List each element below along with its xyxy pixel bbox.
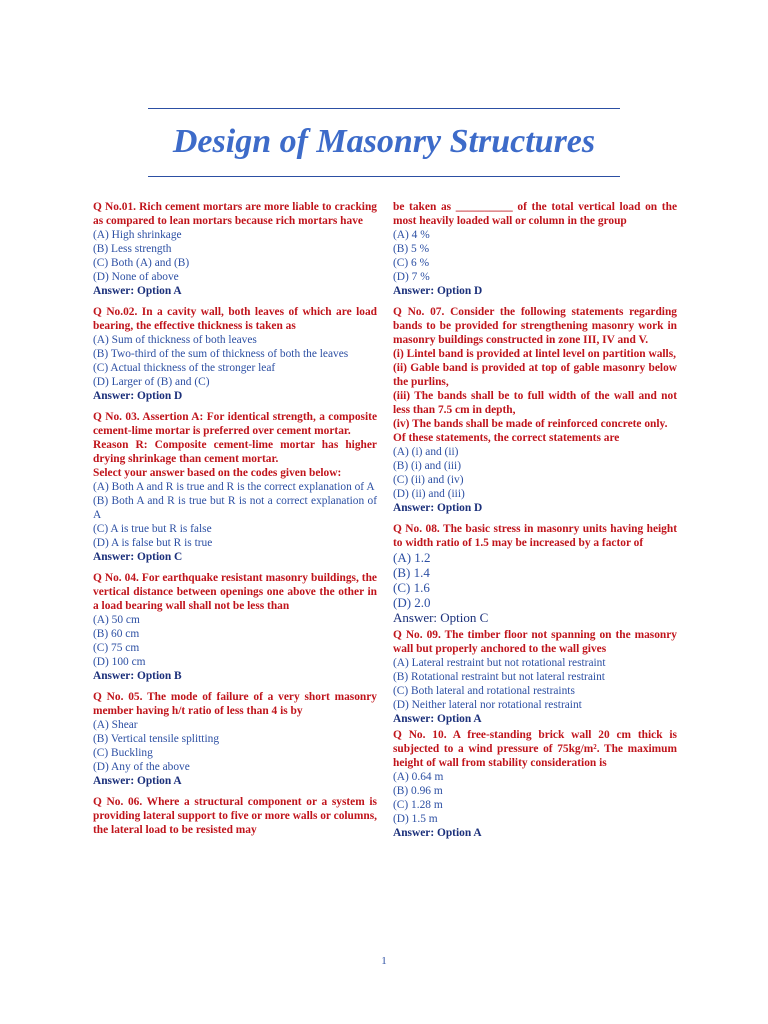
question-block (393, 305, 677, 515)
answer-option: (B) 5 % (393, 243, 430, 255)
answer-option: (A) Both A and R is true and R is the correct explanation of A (93, 481, 375, 493)
question-text: Q No. 09. The timber floor not spanning on the masonry wall but properly anchored to the wall gives (393, 629, 677, 655)
answer-option: (A) 0.64 m (393, 771, 444, 783)
page-title: Design of Masonry Structures (172, 123, 596, 160)
question-block (93, 571, 377, 683)
answer-option: (B) Rotational restraint but not lateral restraint (393, 671, 605, 683)
answer-option: (B) (i) and (iii) (393, 460, 462, 472)
answer-line: Answer: Option A (393, 827, 482, 839)
question-block (393, 522, 677, 626)
answer-option: (D) 2.0 (393, 595, 431, 610)
question-text: Q No.01. Rich cement mortars are more liable to cracking as compared to lean mortars because rich mortars have (93, 201, 377, 227)
answer-option: (B) Vertical tensile splitting (93, 733, 220, 745)
answer-option: (D) Any of the above (93, 761, 190, 773)
question-text: Q No. 08. The basic stress in masonry units having height to width ratio of 1.5 may be increased by a factor of (393, 523, 677, 549)
answer-option: (C) 1.6 (393, 580, 430, 595)
answer-option: (A) Sum of thickness of both leaves (93, 334, 257, 346)
answer-option: (D) A is false but R is true (93, 537, 213, 549)
title-rule-bottom (148, 176, 620, 177)
question-block (93, 690, 377, 788)
question-block (93, 200, 377, 298)
question-text: be taken as __________ of the total vertical load on the most heavily loaded wall or column in the group (393, 201, 677, 227)
answer-option: (D) None of above (93, 271, 179, 283)
answer-option: (D) 7 % (393, 271, 430, 283)
answer-option: (C) Both (A) and (B) (93, 257, 190, 269)
answer-option: (C) (ii) and (iv) (393, 474, 464, 486)
answer-line: Answer: Option D (393, 502, 483, 514)
answer-option: (C) 6 % (393, 257, 430, 269)
right-column (393, 200, 677, 847)
answer-line: Answer: Option A (93, 285, 182, 297)
answer-option: (B) 1.4 (393, 565, 430, 580)
question-block (393, 200, 677, 298)
answer-option: (C) Both lateral and rotational restraints (393, 685, 575, 697)
question-statement: Reason R: Composite cement-lime mortar has higher drying shrinkage than cement mortar. (93, 439, 377, 465)
answer-option: (A) (i) and (ii) (393, 446, 459, 458)
question-block (393, 728, 677, 840)
answer-line: Answer: Option B (93, 670, 182, 682)
answer-option: (B) Less strength (93, 243, 172, 255)
question-statement: (ii) Gable band is provided at top of gable masonry below the purlins, (393, 362, 677, 388)
question-text: Q No.02. In a cavity wall, both leaves of which are load bearing, the effective thickness is taken as (93, 306, 377, 332)
question-block (393, 628, 677, 726)
answer-line: Answer: Option A (93, 775, 182, 787)
question-text: Q No. 04. For earthquake resistant masonry buildings, the vertical distance between openings one above the other in a load bearing wall shall not be less than (93, 572, 377, 612)
answer-line: Answer: Option A (393, 713, 482, 725)
page-number: 1 (381, 955, 387, 967)
question-text: Q No. 10. A free-standing brick wall 20 cm thick is subjected to a wind pressure of 75kg/m². The maximum height of wall from stability consideration is (393, 729, 677, 769)
answer-option: (A) Lateral restraint but not rotational restraint (393, 657, 606, 669)
question-block (93, 305, 377, 403)
answer-option: (C) 1.28 m (393, 799, 443, 811)
answer-line: Answer: Option D (393, 285, 483, 297)
answer-line: Answer: Option C (93, 551, 183, 563)
question-statement: Of these statements, the correct statements are (393, 432, 620, 444)
answer-option: (A) 50 cm (93, 614, 140, 626)
title-rule-top (148, 108, 620, 109)
question-text: Q No. 06. Where a structural component or a system is providing lateral support to five or more walls or columns, the lateral load to be resisted may (93, 796, 377, 836)
answer-option: (C) A is true but R is false (93, 523, 212, 535)
answer-line: Answer: Option D (93, 390, 183, 402)
answer-option: (A) High shrinkage (93, 229, 182, 241)
answer-option: (B) Both A and R is true but R is not a correct explanation of A (93, 495, 377, 521)
question-block (93, 410, 377, 564)
left-column (93, 200, 377, 844)
question-statement: (iv) The bands shall be made of reinforced concrete only. (393, 418, 668, 430)
question-statement: Select your answer based on the codes given below: (93, 467, 342, 479)
question-statement: (i) Lintel band is provided at lintel level on partition walls, (393, 348, 676, 360)
answer-option: (B) 0.96 m (393, 785, 443, 797)
answer-option: (D) 1.5 m (393, 813, 438, 825)
question-text: Q No. 03. Assertion A: For identical strength, a composite cement-lime mortar is preferred over cement mortar. (93, 411, 377, 437)
question-text: Q No. 05. The mode of failure of a very short masonry member having h/t ratio of less than 4 is by (93, 691, 377, 717)
question-text: Q No. 07. Consider the following statements regarding bands to be provided for strengthening masonry work in masonry buildings constructed in zone III, IV and V. (393, 306, 677, 346)
answer-option: (D) Neither lateral nor rotational restraint (393, 699, 582, 711)
answer-option: (A) 1.2 (393, 550, 431, 565)
answer-option: (C) 75 cm (93, 642, 140, 654)
answer-option: (A) Shear (93, 719, 138, 731)
answer-line: Answer: Option C (393, 610, 489, 625)
question-statement: (iii) The bands shall be to full width of the wall and not less than 7.5 cm in depth, (393, 390, 677, 416)
answer-option: (C) Buckling (93, 747, 153, 759)
answer-option: (D) (ii) and (iii) (393, 488, 465, 500)
answer-option: (D) Larger of (B) and (C) (93, 376, 210, 388)
question-block (93, 795, 377, 837)
answer-option: (B) Two-third of the sum of thickness of both the leaves (93, 348, 349, 360)
answer-option: (D) 100 cm (93, 656, 146, 668)
answer-option: (C) Actual thickness of the stronger leaf (93, 362, 276, 374)
answer-option: (B) 60 cm (93, 628, 140, 640)
answer-option: (A) 4 % (393, 229, 430, 241)
